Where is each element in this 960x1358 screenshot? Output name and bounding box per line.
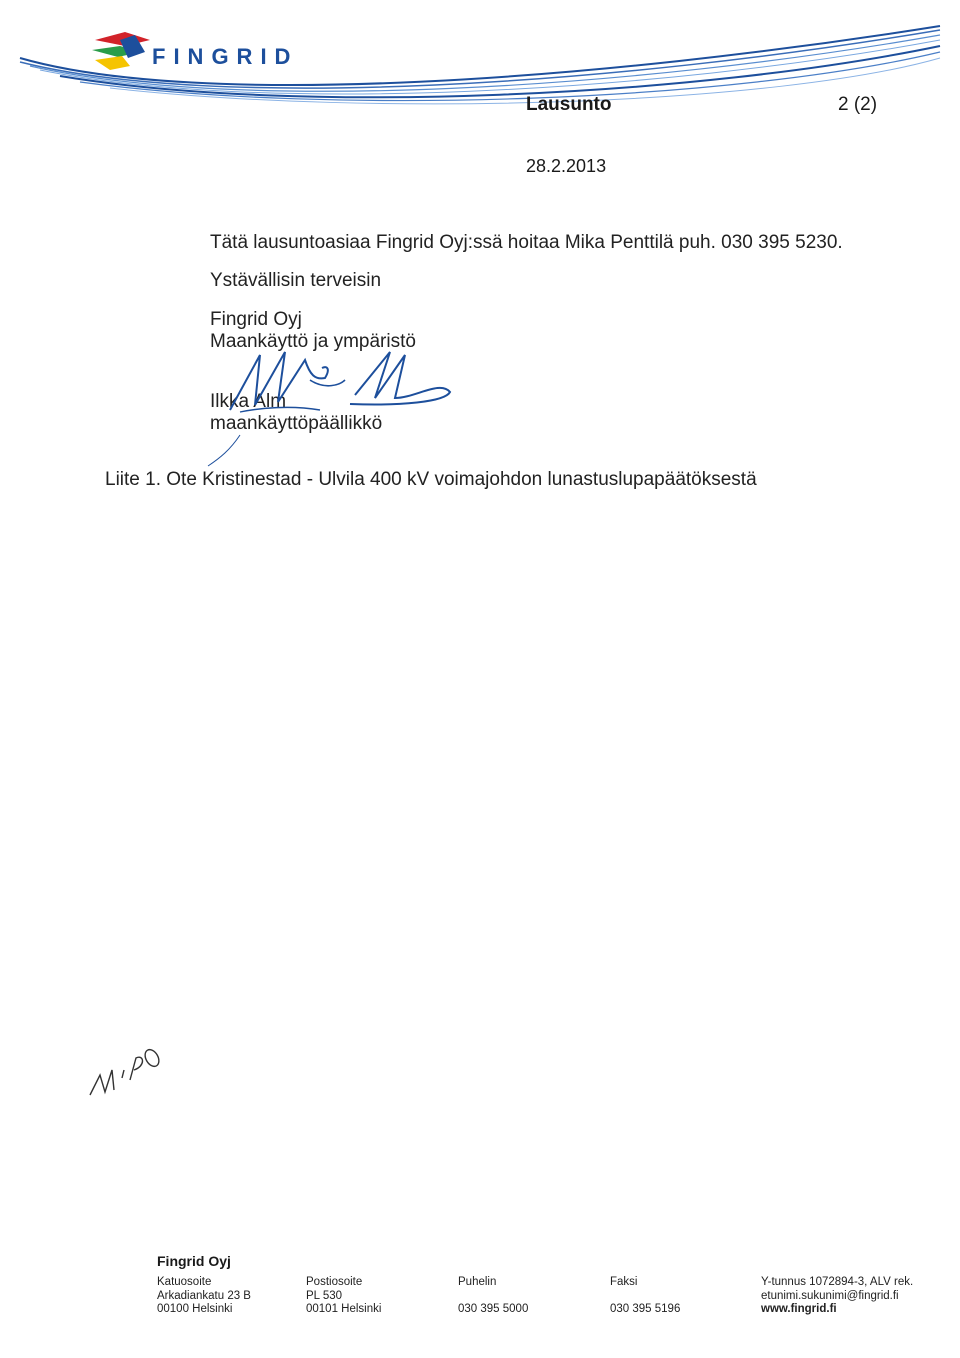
footer-registry bbox=[761, 1276, 913, 1317]
handwritten-margin-note bbox=[80, 1040, 170, 1110]
attachment-note: Liite 1. Ote Kristinestad - Ulvila 400 kV voimajohdon lunastuslupapäätöksestä bbox=[105, 469, 757, 490]
footer-postal-line1: PL 530 bbox=[306, 1289, 343, 1302]
department: Maankäyttö ja ympäristö bbox=[210, 331, 416, 352]
footer-phone-value: 030 395 5000 bbox=[458, 1303, 529, 1315]
document-type: Lausunto bbox=[526, 94, 612, 115]
greeting: Ystävällisin terveisin bbox=[210, 270, 382, 291]
logo-yellow-wing bbox=[95, 56, 130, 70]
signature bbox=[200, 340, 470, 470]
page-number: 2 (2) bbox=[838, 94, 878, 115]
footer-fax-value: 030 395 5196 bbox=[610, 1303, 681, 1315]
footer-phone bbox=[458, 1276, 528, 1317]
footer-phone-label: Puhelin bbox=[458, 1276, 497, 1288]
footer-fax-label: Faksi bbox=[610, 1276, 638, 1288]
footer-business-id: Y-tunnus 1072894-3, ALV rek. bbox=[761, 1276, 914, 1288]
company-name: Fingrid Oyj bbox=[210, 309, 302, 330]
footer-email: etunimi.sukunimi@fingrid.fi bbox=[761, 1289, 899, 1302]
logo-text: FINGRID bbox=[152, 44, 299, 69]
signer-name: Ilkka Alm bbox=[210, 391, 287, 412]
footer-visiting-line2: 00100 Helsinki bbox=[157, 1303, 233, 1315]
footer-visiting-line1: Arkadiankatu 23 B bbox=[157, 1289, 251, 1302]
footer-website: www.fingrid.fi bbox=[761, 1303, 837, 1315]
footer-visiting-label: Katuosoite bbox=[157, 1276, 212, 1288]
footer-company: Fingrid Oyj bbox=[157, 1253, 231, 1269]
footer-fax bbox=[610, 1276, 680, 1317]
footer-postal-address bbox=[306, 1276, 381, 1317]
document-date: 28.2.2013 bbox=[526, 156, 607, 176]
contact-line: Tätä lausuntoasiaa Fingrid Oyj:ssä hoitaa Mika Penttilä puh. 030 395 5230. bbox=[210, 232, 843, 253]
footer-visiting-address bbox=[157, 1276, 251, 1317]
signer-title: maankäyttöpäällikkö bbox=[210, 413, 383, 434]
fingrid-logo-graphic bbox=[0, 0, 960, 110]
footer-postal-label: Postiosoite bbox=[306, 1276, 363, 1288]
footer-postal-line2: 00101 Helsinki bbox=[306, 1303, 382, 1315]
